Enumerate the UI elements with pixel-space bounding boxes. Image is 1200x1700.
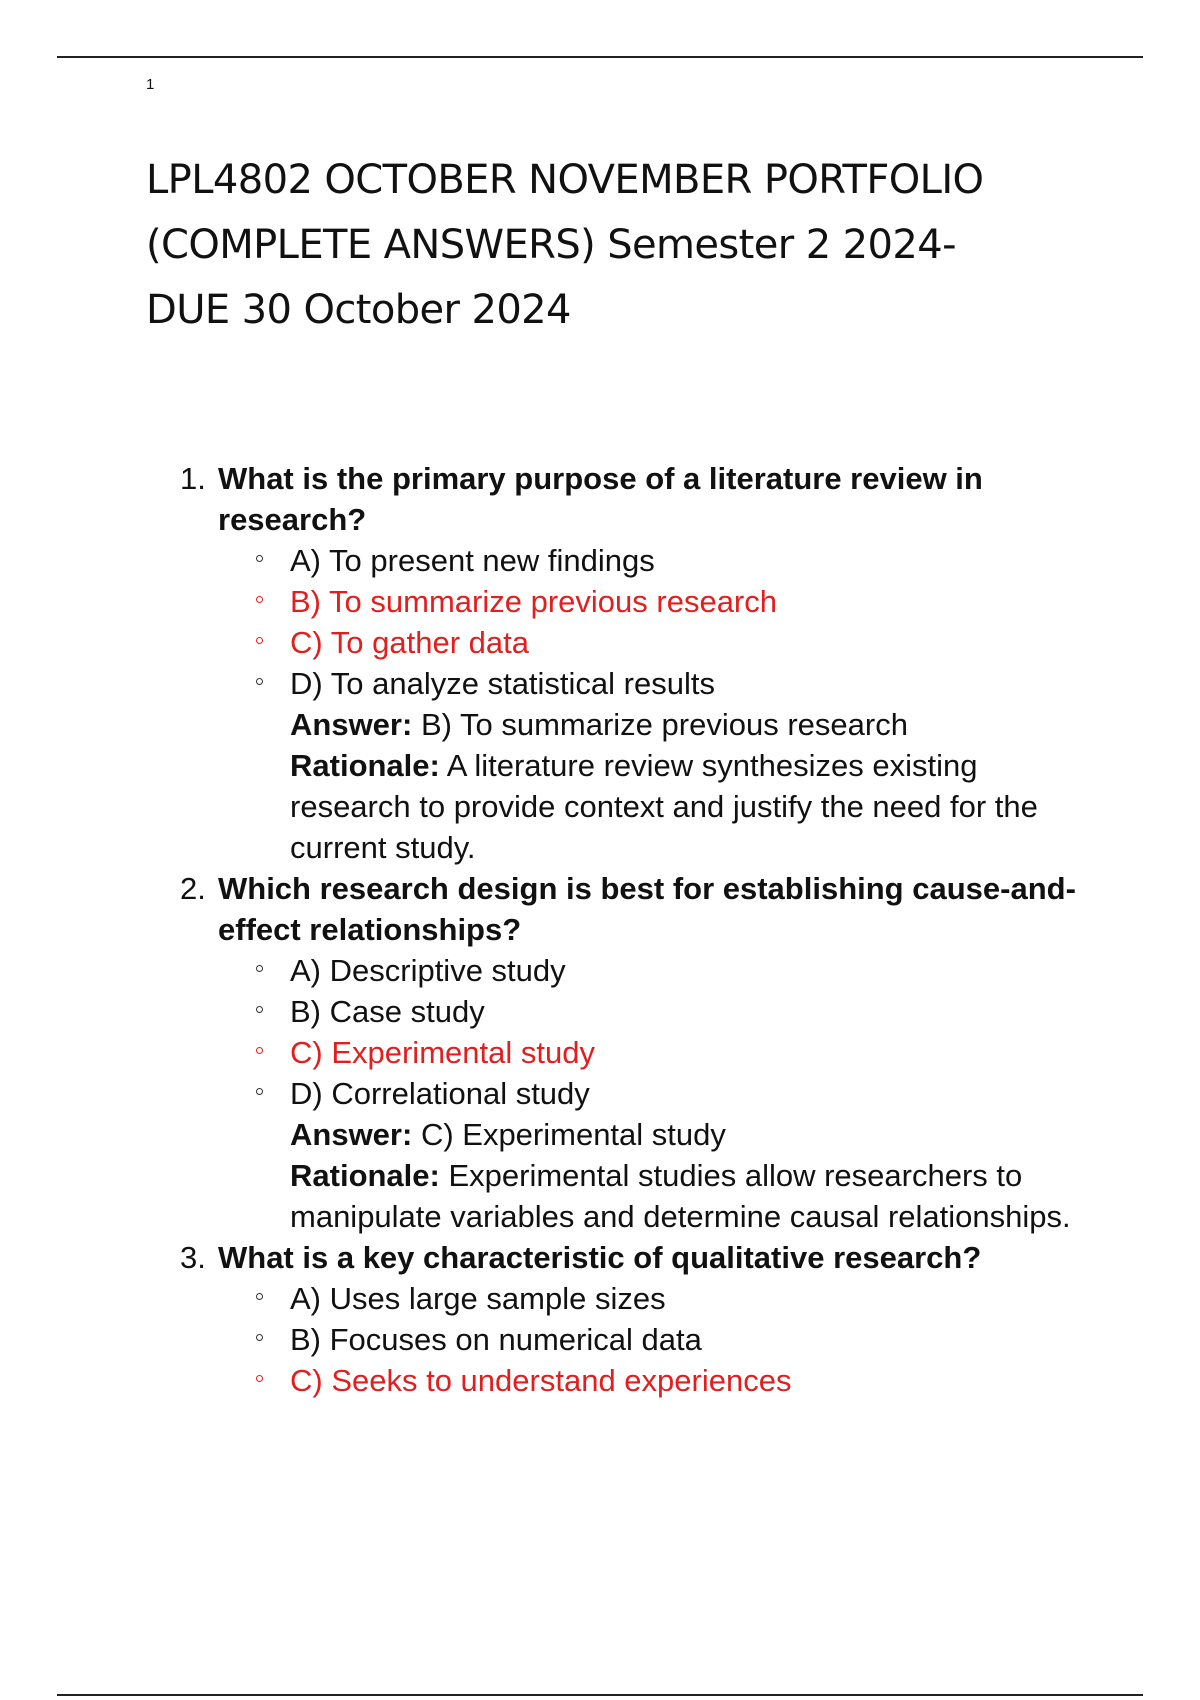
option-item-highlighted [218,1360,1100,1401]
option-item [218,950,1100,991]
option-label: C) Seeks to understand experiences [290,1363,792,1398]
option-label: C) Experimental study [290,1035,595,1070]
title-line: LPL4802 OCTOBER NOVEMBER PORTFOLIO [146,157,984,203]
rationale-label: Rationale: [290,748,440,783]
option-item-highlighted [218,622,1100,663]
question-number: 2. [180,871,206,906]
option-item [218,1319,1100,1360]
circle-bullet-icon [256,1047,263,1054]
option-list [218,1278,1100,1401]
option-list [218,950,1100,1114]
rationale-text: A literature review synthesizes existing research to provide context and justify the need for the current study. [290,748,1038,865]
footer-rule [57,1694,1143,1696]
question-text: What is a key characteristic of qualitative research? [218,1240,982,1275]
answer-label: Answer: [290,707,413,742]
option-item [218,540,1100,581]
question-text: What is the primary purpose of a literature review in research? [218,461,983,537]
circle-bullet-icon [256,1375,263,1382]
page-number: 1 [146,76,155,93]
circle-bullet-icon [256,1006,263,1013]
option-item-highlighted [218,1032,1100,1073]
question-text: Which research design is best for establishing cause-and-effect relationships? [218,871,1076,947]
answer-line [218,1114,1100,1155]
rationale-label: Rationale: [290,1158,440,1193]
answer-label: Answer: [290,1117,413,1152]
rationale-text: Experimental studies allow researchers to manipulate variables and determine causal relationships. [290,1158,1071,1234]
option-item [218,1278,1100,1319]
question-item [180,1237,1100,1401]
question-item [180,868,1100,1237]
circle-bullet-icon [256,596,263,603]
question-body [218,868,1100,1237]
option-label: A) Descriptive study [290,953,566,988]
circle-bullet-icon [256,678,263,685]
header-rule [57,56,1143,58]
circle-bullet-icon [256,1334,263,1341]
question-body [218,458,1100,868]
question-item [180,458,1100,868]
question-number: 3. [180,1240,206,1275]
circle-bullet-icon [256,1088,263,1095]
option-label: B) Focuses on numerical data [290,1322,702,1357]
circle-bullet-icon [256,637,263,644]
option-label: A) To present new findings [290,543,655,578]
option-label: B) To summarize previous research [290,584,777,619]
option-item [218,663,1100,704]
circle-bullet-icon [256,1293,263,1300]
rationale-line [218,745,1100,868]
option-item [218,1073,1100,1114]
answer-line [218,704,1100,745]
circle-bullet-icon [256,555,263,562]
option-item-highlighted [218,581,1100,622]
answer-text: B) To summarize previous research [420,707,908,742]
question-body [218,1237,1100,1401]
option-label: B) Case study [290,994,485,1029]
question-list [180,458,1100,1401]
option-label: A) Uses large sample sizes [290,1281,666,1316]
question-number: 1. [180,461,206,496]
option-label: D) To analyze statistical results [290,666,715,701]
option-list [218,540,1100,704]
document-title [146,148,1106,343]
answer-text: C) Experimental study [420,1117,726,1152]
title-line: (COMPLETE ANSWERS) Semester 2 2024- [146,222,956,268]
option-label: D) Correlational study [290,1076,590,1111]
option-label: C) To gather data [290,625,529,660]
rationale-line [218,1155,1100,1237]
circle-bullet-icon [256,965,263,972]
title-line: DUE 30 October 2024 [146,287,571,333]
option-item [218,991,1100,1032]
